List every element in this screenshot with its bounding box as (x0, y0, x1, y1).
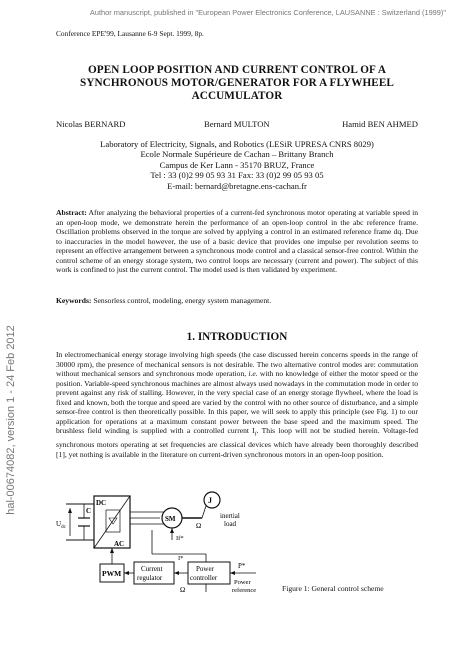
power-reference-label-1: Power (234, 579, 251, 586)
current-regulator-label-2: regulator (137, 574, 163, 582)
control-scheme-diagram (56, 488, 276, 598)
affiliation-lab: Laboratory of Electricity, Signals, and Robotics (LESiR UPRESA CNRS 8029) (100, 139, 374, 149)
keywords-label: Keywords: (56, 296, 92, 305)
intro-sub-f: f (254, 431, 257, 438)
affiliation-school: Ecole Normale Supérieure de Cachan – Brittany Branch (140, 149, 334, 160)
inertial-label: inertial (220, 512, 240, 520)
affiliation-email: E-mail: bernard@bretagne.ens-cachan.fr (167, 180, 307, 191)
dc-label: DC (96, 499, 107, 507)
p-ref-label: P* (238, 562, 246, 570)
intro-part-2: with no knowledge of either the motor speed or the position. Variable-speed synchronous machines are almost always used nowadays in the commutation mode in order to prevent against any risk of stalling. However, in the very special case of an energy storage flywheel, where the load is fixed and known, both the torque and speed are varied by the control with no other source of disturbance, and a simple sensor-free control is then theoretically possible. In this paper, we will seek to apply this principle (see Fig. 1) to our application for operations at a maximum constant power between the base speed and the maximum speed. The brushless field winding is supplied with a controlled current I (56, 369, 418, 435)
power-reference-label-2: reference (232, 587, 257, 594)
if-ref-label: If* (176, 535, 184, 542)
keywords-text: Sensorless control, modeling, energy system management. (91, 296, 272, 305)
title-line-1: OPEN LOOP POSITION AND CURRENT CONTROL OF A (87, 64, 386, 76)
affiliation-address: Campus de Ker Lann - 35170 BRUZ, France (159, 159, 315, 170)
pwm-label: PWM (102, 569, 122, 578)
title-line-3: ACCUMULATOR (191, 90, 283, 102)
i-ref-label: I* (178, 555, 184, 562)
abstract-text: After analyzing the behavioral properties of a current-fed synchronous motor operating at variable speed in an open-loop mode, we demonstrate herein the performance of an open-loop control in the abc reference frame. Oscillation problems observed in the torque are solved by applying a control in an estimated reference frame dq. Due to inaccuracies in the model however, the use of a basic device that provides one impulse per revolution seems to represent an effective arrangement between a synchronous mode control and a classical sensor-free control. Within the control scheme of an energy storage system, two control loops are necessary (current and power). The subject of this work is confined to just the current control. The model used is then validated by experiment. (56, 208, 418, 274)
hal-identifier: hal-00674082, version 1 - 24 Feb 2012 (5, 325, 17, 515)
udc-label: $U_{dc}$ (56, 520, 66, 530)
author-list (56, 119, 418, 131)
title-line-2: SYNCHRONOUS MOTOR/GENERATOR FOR A FLYWHEEL (80, 77, 394, 89)
capacitor-label: C (86, 507, 92, 515)
introduction-paragraph (56, 350, 418, 459)
abstract-label: Abstract: (56, 208, 87, 217)
author-2: Bernard MULTON (204, 119, 270, 129)
intro-part-1: In electromechanical energy storage involving high speeds (the case discussed herein concerns speeds in the range of 30000 rpm), the presence of mechanical sensors is not desirable. The two alternative control modes are: commutation without mechanical sensors and synchronous mode operation, (56, 350, 418, 378)
conference-line: Conference EPE'99, Lausanne 6-9 Sept. 1999, 8p. (56, 29, 204, 38)
omega-shaft-label: Ω (196, 522, 202, 530)
j-label: J (208, 496, 212, 505)
intro-part-3: . This loop will not be studied herein. Voltage-fed synchronous motors operating at set frequencies are classical devices which have already been thoroughly described [1], yet nothing is available in the literature on current-driven synchronous motors in an open-loop position. (56, 426, 418, 459)
inertial-load-icon (204, 492, 220, 508)
keywords (56, 296, 418, 305)
author-3: Hamid BEN AHMED (342, 119, 418, 129)
omega-feedback-label: Ω (180, 586, 186, 594)
affiliation-phone: Tel : 33 (0)2 99 05 93 31 Fax: 33 (0)2 99 05 93 05 (150, 170, 324, 181)
hal-sidebar (4, 200, 18, 640)
figure-caption: Figure 1: General control scheme (282, 584, 384, 593)
power-controller-label-2: controller (190, 574, 218, 582)
section-title-introduction: 1. INTRODUCTION (186, 331, 288, 343)
control-scheme-figure (56, 488, 276, 598)
hal-header: Author manuscript, published in "European Power Electronics Conference, LAUSANNE : Switzerland (1999)" (89, 8, 446, 17)
paper-title (40, 64, 434, 103)
current-regulator-label-1: Current (141, 565, 163, 573)
load-label: load (224, 520, 237, 528)
power-controller-label-1: Power (196, 565, 214, 573)
intro-ie: i.e. (248, 369, 258, 378)
affiliation (56, 139, 418, 191)
ac-label: AC (114, 540, 125, 548)
author-1: Nicolas BERNARD (56, 119, 126, 129)
abstract (56, 208, 418, 275)
sm-label: SM (165, 515, 176, 523)
